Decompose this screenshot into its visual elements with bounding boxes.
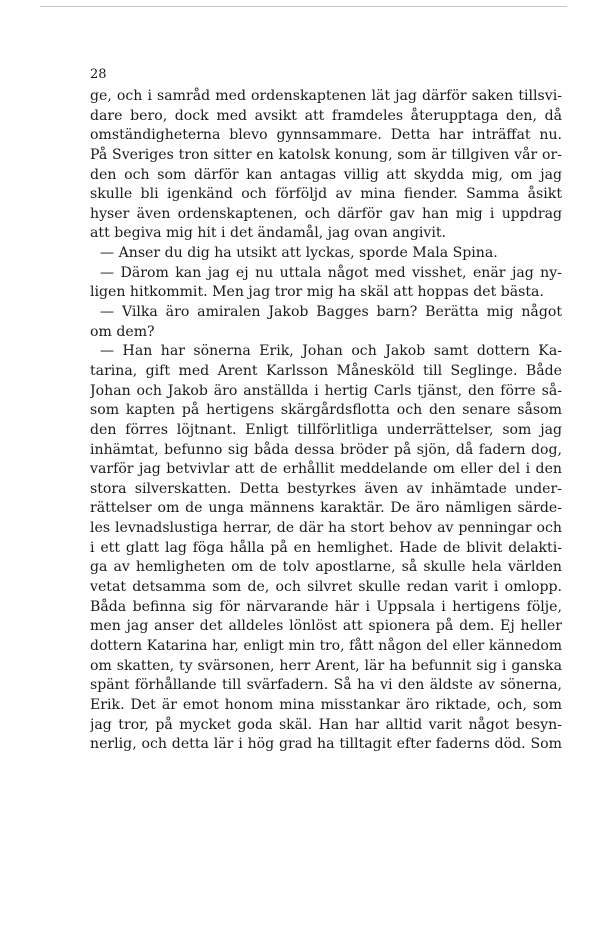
text-line: stora silverskatten. Detta bestyrkes även av inhämtade under- (90, 480, 562, 497)
text-line: Erik. Det är emot honom mina misstankar äro riktade, och, som (90, 696, 562, 713)
text-line: ge, och i samråd med ordenskaptenen lät jag därför saken tillsvi- (90, 88, 562, 104)
text-line: — Därom kan jag ej nu uttala något med visshet, enär jag ny- (100, 264, 562, 281)
text-line: rättelser om de unga männens karaktär. De äro nämligen särde- (90, 500, 562, 517)
text-line: hyser även ordenskaptenen, och därför gav han mig i uppdrag (90, 205, 562, 222)
text-line: nerlig, och detta lär i hög grad ha tilltagit efter faderns död. Som (90, 736, 562, 753)
text-line: vetat detsamma som de, och silvret skulle redan varit i omlopp. (90, 579, 562, 596)
text-line: skulle bli igenkänd och förföljd av mina fiender. Samma åsikt (90, 186, 562, 203)
text-line: ligen hitkommit. Men jag tror mig ha skäl att hoppas det bästa. (90, 284, 544, 301)
text-line: jag tror, på mycket goda skäl. Han har alltid varit något besyn- (90, 716, 562, 733)
text-line: — Anser du dig ha utsikt att lyckas, sporde Mala Spina. (100, 245, 498, 262)
text-line: dottern Katarina har, enligt min tro, fått någon del eller kännedom (90, 637, 562, 654)
text-line: men jag anser det alldeles lönlöst att spionera på dem. Ej heller (90, 618, 562, 635)
text-line: — Vilka äro amiralen Jakob Bagges barn? Berätta mig något (100, 304, 562, 321)
text-line: På Sveriges tron sitter en katolsk konung, som är tillgiven vår or- (90, 146, 562, 163)
text-line: Båda befinna sig för närvarande här i Uppsala i hertigens följe, (90, 598, 562, 615)
text-line: om skatten, ty svärsonen, herr Arent, lär ha befunnit sig i ganska (90, 657, 562, 674)
body-text (90, 87, 562, 755)
text-line: — Han har sönerna Erik, Johan och Jakob samt dottern Ka- (100, 343, 562, 360)
page-number: 28 (90, 67, 107, 82)
text-line: inhämtat, befunno sig båda dessa bröder på sjön, då fadern dog, (90, 441, 562, 458)
text-line: den förres löjtnant. Enligt tillförlitliga underrättelser, som jag (90, 421, 562, 438)
text-line: att begiva mig hit i det ändamål, jag ovan angivit. (90, 225, 446, 242)
text-line: om dem? (90, 323, 155, 340)
text-line: ga av hemligheten om de tolv apostlarne, så skulle hela världen (90, 559, 562, 576)
text-line: som kapten på hertigens skärgårdsflotta och den senare såsom (90, 402, 562, 419)
text-line: les levnadslustiga herrar, de där ha stort behov av penningar och (90, 520, 562, 537)
top-edge-rule (40, 6, 567, 7)
text-line: dare bero, dock med avsikt att framdeles återupptaga den, då (90, 107, 562, 124)
text-line: den och som därför kan antagas villig att skydda mig, om jag (90, 166, 562, 183)
text-line: omständigheterna blevo gynnsammare. Detta har inträffat nu. (90, 127, 562, 144)
text-line: varför jag betvivlar att de erhållit meddelande om eller del i den (90, 461, 562, 478)
text-line: spänt förhållande till svärfadern. Så ha vi den äldste av sönerna, (90, 677, 562, 694)
text-line: Johan och Jakob äro anställda i hertig Carls tjänst, den förre så- (90, 382, 562, 399)
text-line: i ett glatt lag föga hålla på en hemlighet. Hade de blivit delakti- (90, 539, 562, 556)
text-line: tarina, gift med Arent Karlsson Månesköld till Seglinge. Både (90, 362, 562, 379)
